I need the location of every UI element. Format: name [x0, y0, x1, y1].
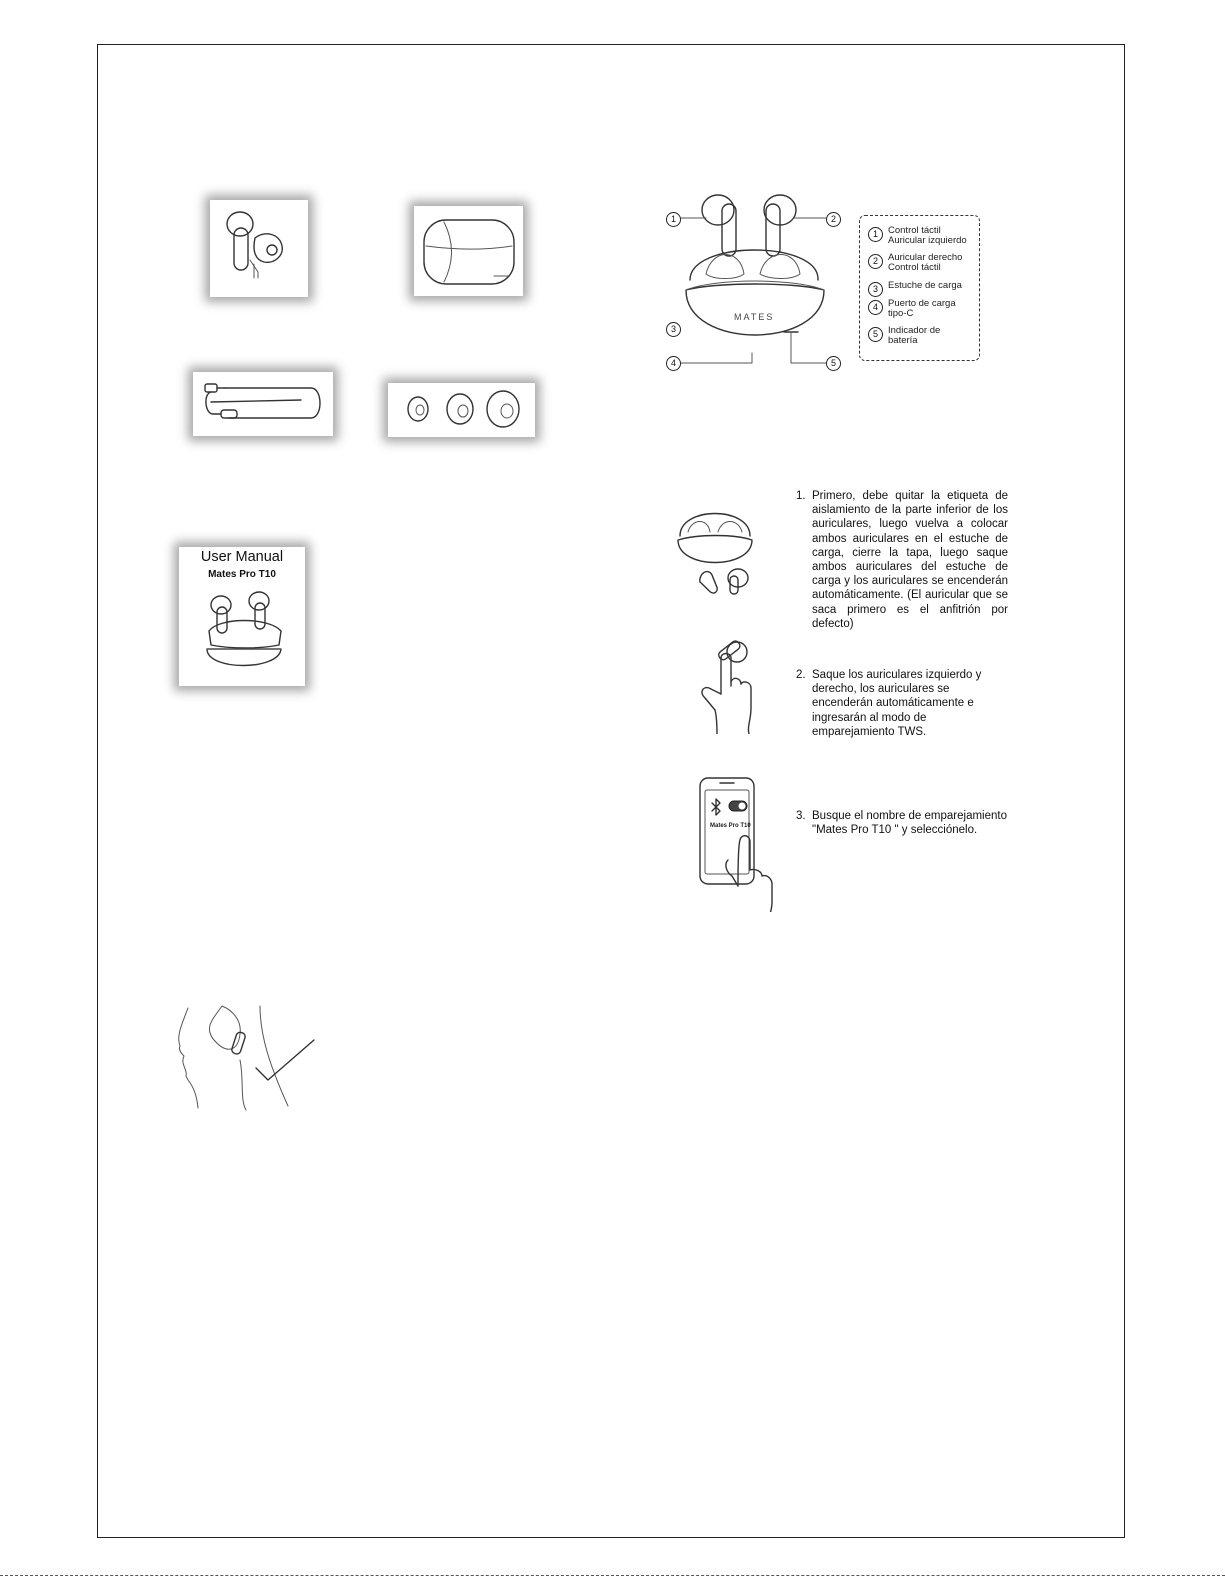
callout-1: 1	[666, 212, 681, 227]
step-3-illustration	[698, 776, 778, 912]
legend-text-1: Control táctil Auricular izquierdo	[888, 225, 967, 246]
legend-num-1: 1	[868, 227, 883, 242]
toggle-icon	[728, 800, 748, 812]
case-with-earbuds-icon	[672, 500, 772, 596]
step-2-number: 2.	[796, 669, 806, 681]
step-1-text	[796, 489, 1008, 631]
usb-cable-image	[193, 372, 333, 436]
manual-title: User Manual	[200, 549, 284, 565]
legend-num-5: 5	[868, 327, 883, 342]
step-1-number: 1.	[796, 490, 806, 502]
step-3-text	[796, 809, 1008, 837]
product-diagram	[660, 180, 850, 370]
earbud-image	[210, 200, 308, 297]
step-3-number: 3.	[796, 810, 806, 822]
step-1-body: Primero, debe quitar la etiqueta de aislamiento de la parte inferior de los auriculares, luego vuelva a colocar ambos auriculares en el estuche de carga, cierre la tapa, luego saque ambos auriculares del estuche de carga y los auriculares se encenderán automáticamente. (El auricular que se saca primero es el anfitrión por defecto)	[812, 490, 1008, 630]
page-bottom-rule	[0, 1575, 1225, 1576]
legend-num-3: 3	[868, 282, 883, 297]
finger-touch-icon	[695, 638, 765, 734]
manual-model: Mates Pro T10	[208, 569, 276, 580]
smartphone-icon	[698, 776, 778, 912]
step-2-text	[796, 668, 1008, 739]
step-1-illustration	[672, 500, 772, 601]
legend-text-4: Puerto de carga tipo-C	[888, 298, 956, 319]
product-diagram-drawing	[660, 180, 850, 370]
callout-4: 4	[666, 356, 681, 371]
bluetooth-icon	[710, 798, 722, 816]
legend-text-5: Indicador de batería	[888, 325, 941, 346]
case-print: MATES	[734, 312, 775, 322]
legend-num-2: 2	[868, 254, 883, 269]
charging-case-image	[414, 206, 523, 296]
step-2-body: Saque los auriculares izquierdo y derecho, los auriculares se encenderán automáticamente e ingresarán al modo de emparejamiento TWS.	[812, 669, 982, 738]
step-3-body: Busque el nombre de emparejamiento "Mates Pro T10 " y selecciónelo.	[812, 810, 1007, 837]
legend-item-3	[868, 281, 980, 297]
legend-text-3: Estuche de carga	[888, 280, 962, 291]
callout-5: 5	[826, 356, 841, 371]
legend-item-4	[868, 299, 976, 319]
phone-device-name: Mates Pro T10	[710, 823, 751, 829]
usb-c-cable-icon	[193, 372, 333, 436]
user-manual-image	[179, 547, 305, 686]
manual-product-icon	[179, 583, 305, 686]
charging-case-icon	[414, 206, 523, 296]
step-2-illustration	[695, 638, 765, 739]
ear-tips-icon	[388, 383, 535, 437]
ear-tips-image	[388, 383, 535, 437]
wearing-illustration	[168, 1000, 318, 1117]
legend-text-2: Auricular derecho Control táctil	[888, 252, 963, 273]
ear-wearing-icon	[168, 1000, 318, 1112]
legend-item-1	[868, 226, 980, 246]
diagram-legend	[859, 215, 980, 361]
legend-num-4: 4	[868, 300, 883, 315]
callout-3: 3	[666, 322, 681, 337]
legend-item-2	[868, 253, 976, 273]
earbud-icon	[210, 200, 308, 297]
callout-2: 2	[826, 212, 841, 227]
legend-item-5	[868, 326, 960, 346]
